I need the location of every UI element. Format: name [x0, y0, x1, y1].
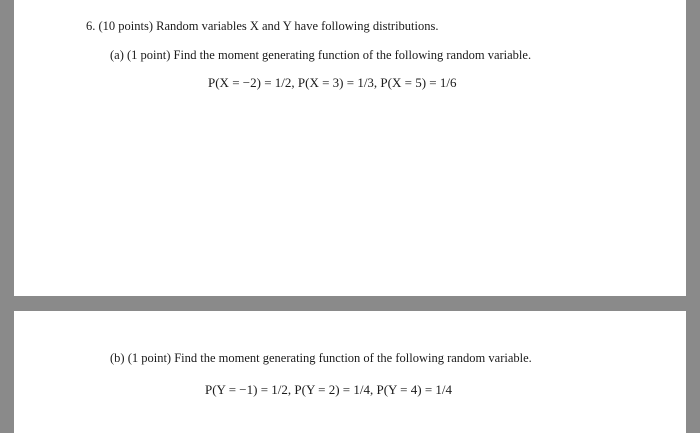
part-a-distribution: P(X = −2) = 1/2, P(X = 3) = 1/3, P(X = 5) = 1/6: [208, 75, 457, 90]
part-b-prompt: (b) (1 point) Find the moment generating function of the following random variable.: [110, 351, 532, 365]
part-a-prompt: (a) (1 point) Find the moment generating function of the following random variable.: [110, 48, 532, 62]
page-top: [14, 0, 686, 296]
problem-header: 6. (10 points) Random variables X and Y have following distributions.: [86, 19, 439, 33]
part-b-distribution: P(Y = −1) = 1/2, P(Y = 2) = 1/4, P(Y = 4) = 1/4: [205, 382, 453, 397]
page-bottom: [14, 311, 686, 433]
